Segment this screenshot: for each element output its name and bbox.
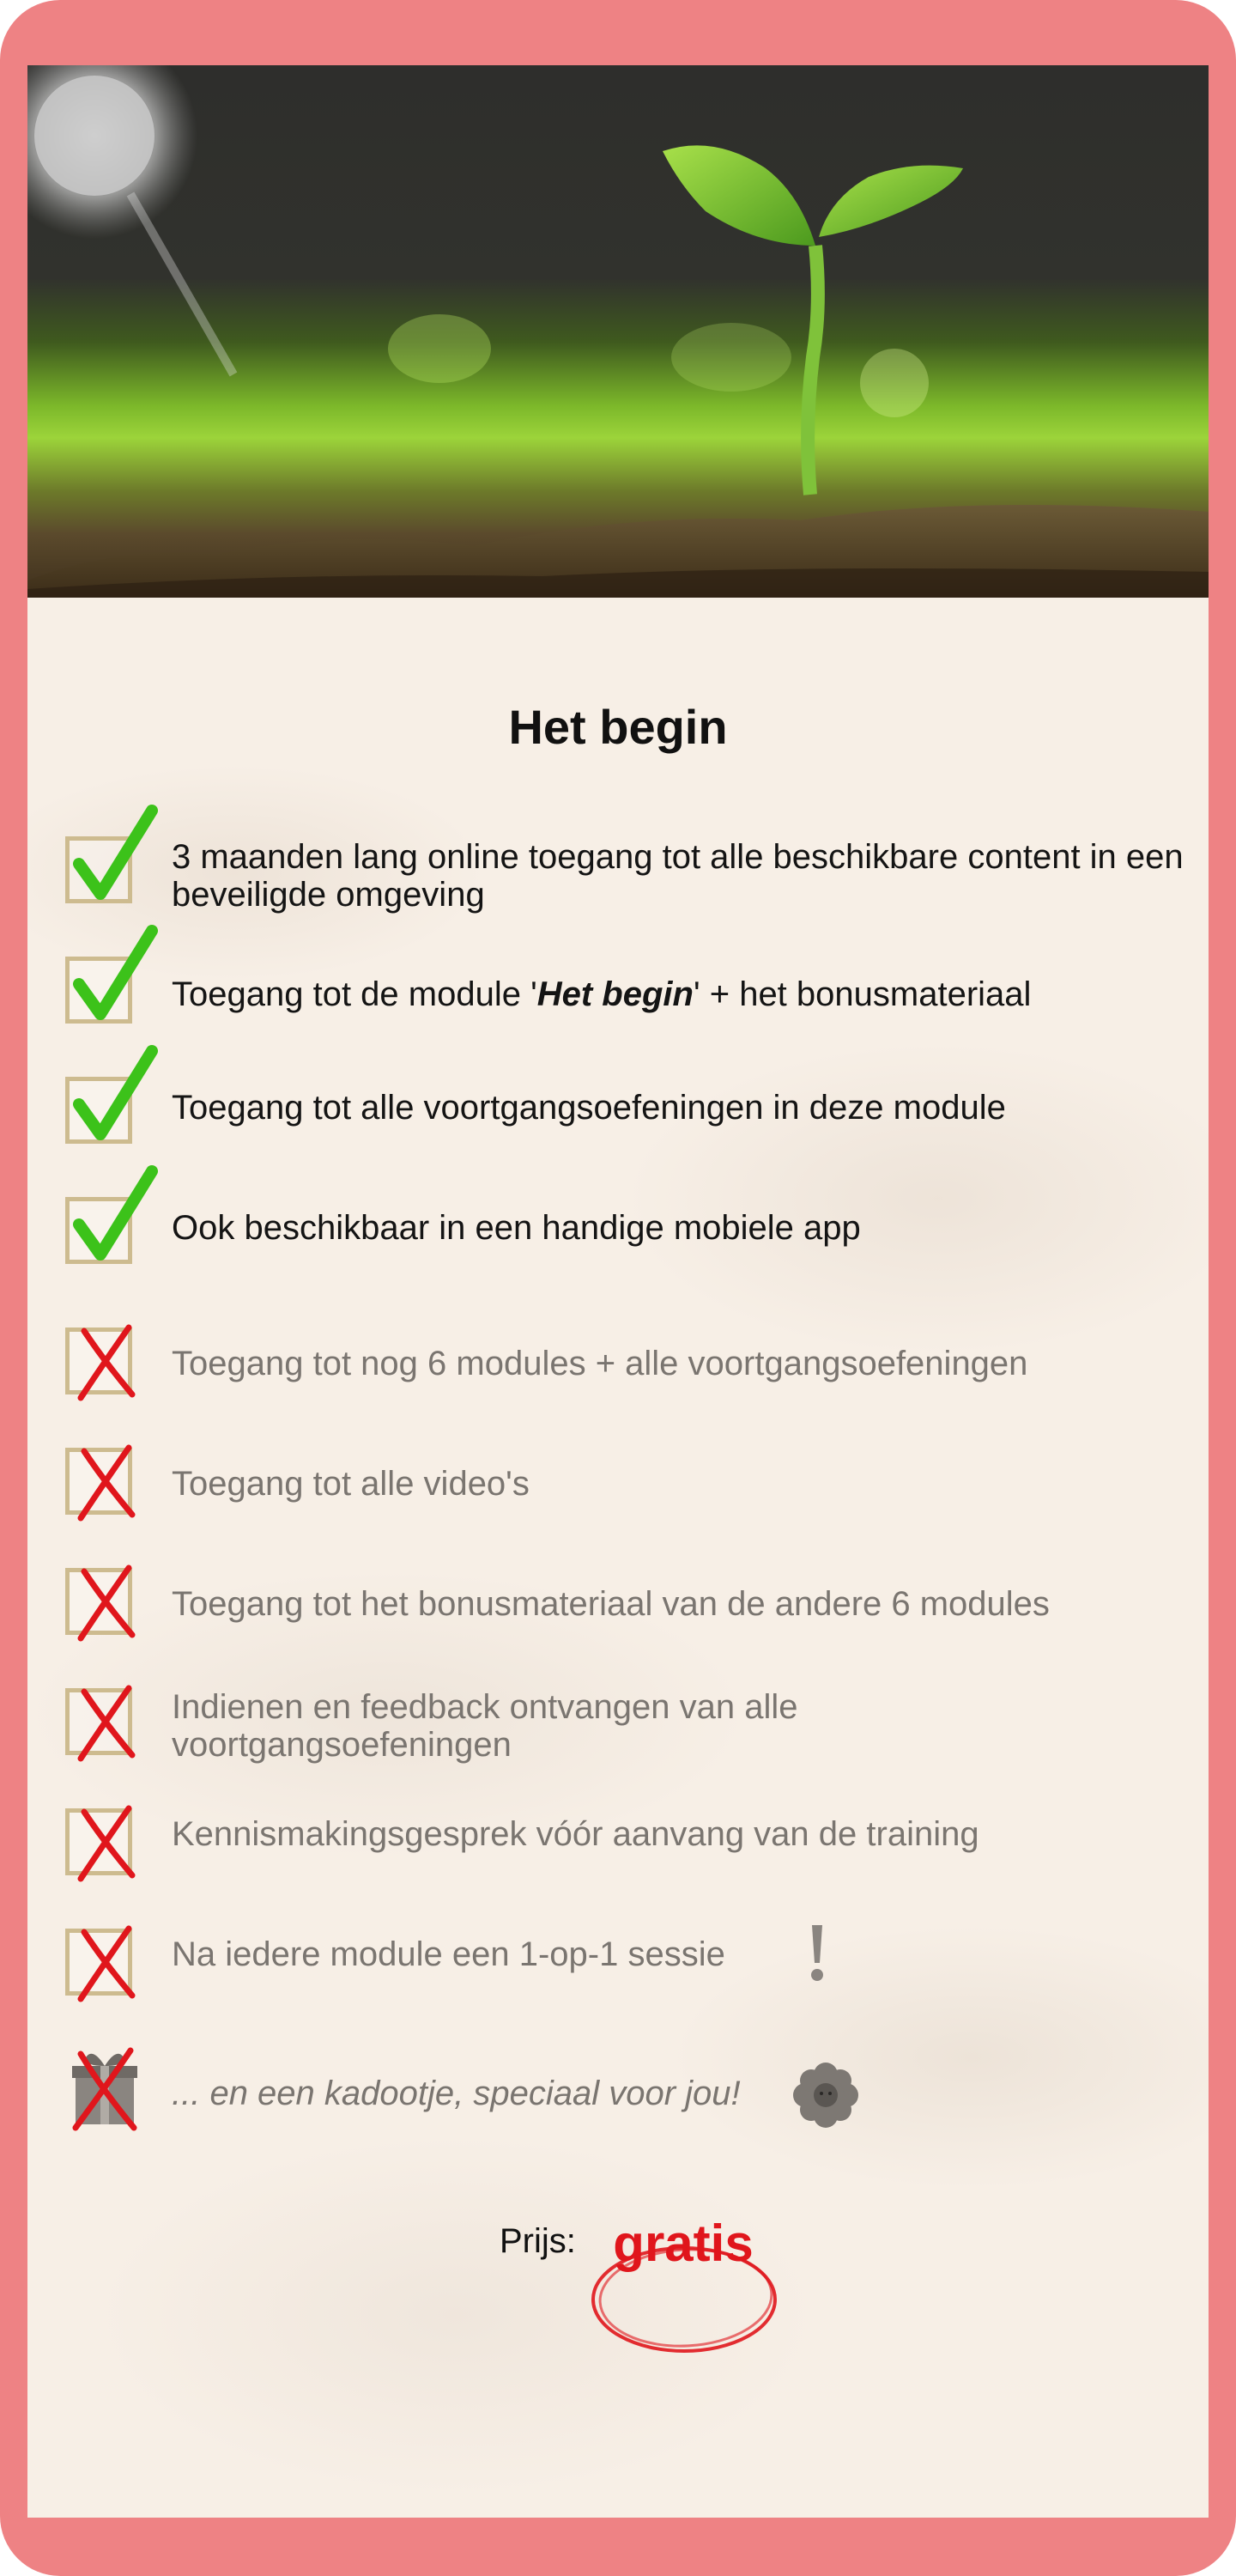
feature-label: Na iedere module een 1-op-1 sessie xyxy=(172,1935,725,1973)
feature-item-included xyxy=(27,1164,1209,1259)
cross-icon xyxy=(62,1920,148,2006)
feature-label: Toegang tot de module 'Het begin' + het bonusmateriaal xyxy=(172,975,1032,1013)
feature-label: Kennismakingsgesprek vóór aanvang van de training xyxy=(172,1815,979,1853)
cross-icon xyxy=(62,1559,148,1645)
feature-item-excluded xyxy=(27,1800,1209,1894)
feature-label: Indienen en feedback ontvangen van alle voortgangsoefeningen xyxy=(172,1688,798,1764)
exclamation-icon xyxy=(800,1920,834,1989)
feature-item-excluded xyxy=(27,1920,1209,2014)
cross-icon xyxy=(62,1439,148,1525)
feature-label: Toegang tot alle video's xyxy=(172,1465,530,1503)
price-label: Prijs: xyxy=(500,2222,576,2260)
module-name: Het begin xyxy=(536,975,694,1013)
checkmark-icon xyxy=(62,804,165,907)
feature-item-included xyxy=(27,1044,1209,1139)
feature-item-excluded xyxy=(27,1319,1209,1413)
feature-label: ... en een kadootje, speciaal voor jou! xyxy=(172,2075,741,2112)
feature-label: Ook beschikbaar in een handige mobiele app xyxy=(172,1209,861,1247)
feature-item-excluded xyxy=(27,1559,1209,1654)
gift-icon xyxy=(67,2045,144,2131)
flower-icon xyxy=(791,2061,860,2129)
feature-item-excluded xyxy=(27,1680,1209,1774)
feature-item-included xyxy=(27,924,1209,1018)
hero-image-seedling xyxy=(27,65,1209,598)
feature-label: Toegang tot alle voortgangsoefeningen in deze module xyxy=(172,1089,1006,1127)
feature-label: Toegang tot nog 6 modules + alle voortgangsoefeningen xyxy=(172,1345,1028,1382)
price-value: gratis xyxy=(613,2215,754,2272)
checkmark-icon xyxy=(62,1164,165,1267)
cross-icon xyxy=(62,1800,148,1886)
checkmark-icon xyxy=(62,924,165,1027)
cross-icon xyxy=(62,1680,148,1765)
cross-icon xyxy=(62,1319,148,1405)
pricing-card xyxy=(27,65,1209,2518)
feature-label: 3 maanden lang online toegang tot alle beschikbare content in een beveiligde omgeving xyxy=(172,838,1184,914)
checkmark-icon xyxy=(62,1044,165,1147)
feature-item-gift xyxy=(27,2040,1209,2135)
feature-item-included xyxy=(27,804,1209,914)
plan-title: Het begin xyxy=(508,700,728,754)
feature-label: Toegang tot het bonusmateriaal van de andere 6 modules xyxy=(172,1585,1050,1623)
feature-item-excluded xyxy=(27,1439,1209,1534)
